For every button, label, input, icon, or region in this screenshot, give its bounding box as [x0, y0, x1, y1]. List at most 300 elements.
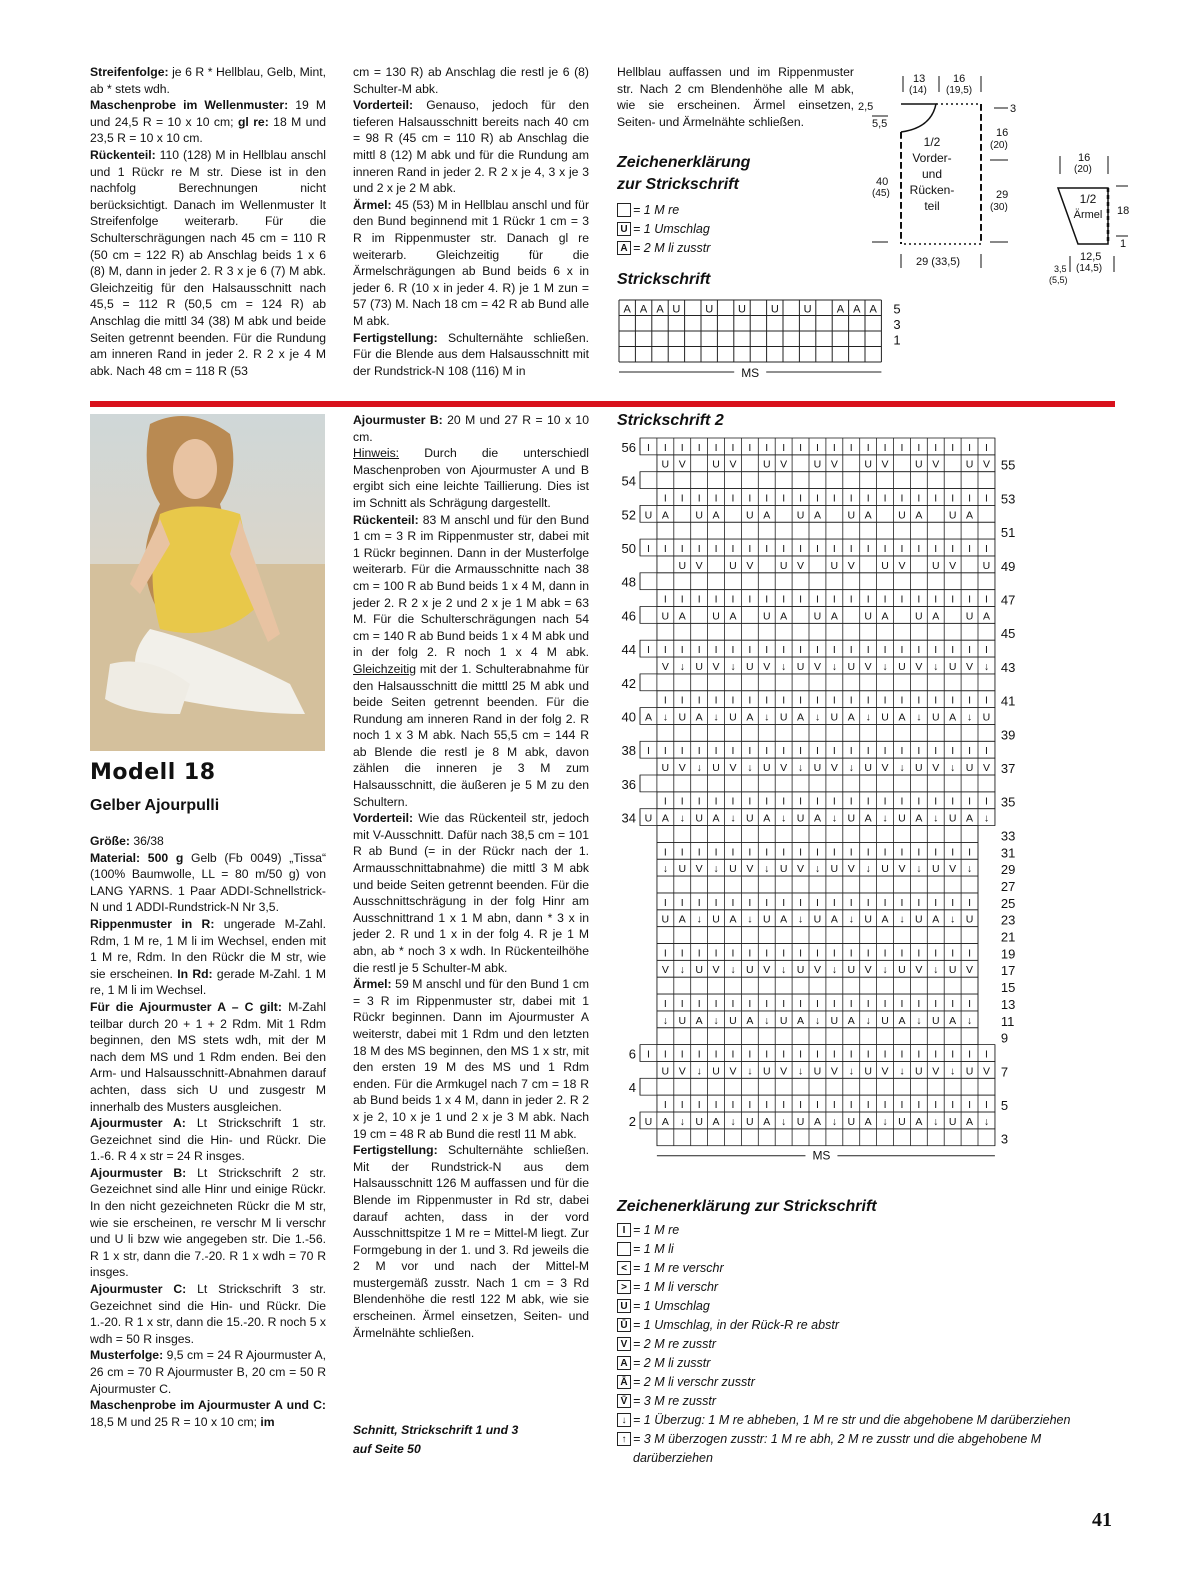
chart2-cell: I	[951, 997, 955, 1010]
chart2-cell: U	[779, 711, 788, 724]
chart2-cell: I	[900, 947, 904, 960]
chart2-cell: I	[866, 745, 870, 758]
chart2-cell: U	[965, 1065, 974, 1078]
chart2-cell: I	[799, 694, 803, 707]
svg-text:Ärmel: Ärmel	[1073, 209, 1103, 221]
chart2-cell: U	[813, 610, 822, 623]
chart2-cell: V	[932, 762, 940, 774]
chart2-cell: U	[712, 1065, 720, 1078]
chart2-cell: ↓	[662, 1014, 668, 1027]
legend-item	[617, 1391, 1117, 1410]
chart2-cell: I	[900, 593, 904, 606]
paragraph: Ärmel: 45 (53) M in Hellblau anschl und für den Bund beginnend mit 1 Rückr 1 cm = 3 R im Rippenmuster str. Danach gl re weiterarb. Gleichzeitig für die Ärmelschrägungen ab Bund beids 6 x in jeder 6. R (10 x in jeder 4. R) je 1 M zun = 57 (73) M. Nach 18 cm = 42 R ab Bund alle M abk.	[353, 197, 589, 328]
chart2-cell: I	[934, 1048, 938, 1061]
chart2-cell: I	[849, 694, 853, 707]
chart2-cell: I	[866, 846, 870, 859]
chart2-cell: U	[847, 812, 856, 825]
chart2-right-label: 51	[1000, 525, 1016, 541]
legend-label: = 2 M re zusstr	[633, 1336, 717, 1351]
svg-text:Vorder-: Vorder-	[912, 151, 952, 165]
svg-text:teil: teil	[924, 199, 940, 213]
col3-top-text: Hellblau auffassen und im Rippenmuster str. Nach 2 cm Blendenhöhe alle M abk, wie sie erscheinen. Ärmel einsetzen, Seiten- und Ärmelnähte schließen.	[617, 65, 854, 129]
chart2-cell: V	[898, 863, 906, 876]
chart2-cell: U	[948, 812, 957, 825]
chart2-cell: U	[644, 812, 653, 825]
chart2-cell: V	[881, 458, 889, 471]
chart2-cell: ↓	[882, 1115, 888, 1128]
chart2-cell: I	[697, 947, 701, 960]
chart2-cell: I	[934, 795, 938, 808]
chart2-cell: I	[866, 492, 870, 505]
chart2-cell: I	[832, 1048, 836, 1061]
chart2-cell: V	[729, 458, 737, 471]
chart2-cell: I	[815, 745, 819, 758]
chart2-cell: I	[883, 795, 887, 808]
chart2-cell: I	[663, 1048, 667, 1061]
chart2-cell: I	[968, 694, 972, 707]
chart2-cell: I	[646, 644, 650, 657]
chart2-cell: U	[729, 1014, 737, 1027]
chart2-cell: U	[661, 458, 670, 471]
chart2-cell: ↓	[696, 1065, 702, 1078]
chart2-cell: U	[746, 964, 754, 977]
chart2-cell: I	[782, 1048, 786, 1061]
chart2-cell: ↓	[831, 812, 837, 825]
chart2-cell: I	[765, 1048, 769, 1061]
chart2-cell: I	[782, 694, 786, 707]
chart2-cell: ↓	[916, 863, 922, 876]
chart2-cell: I	[832, 896, 836, 909]
chart2-cell: I	[832, 542, 836, 555]
chart2-cell: U	[813, 458, 822, 471]
chart2-cell: V	[661, 964, 669, 977]
chart2-cell: U	[746, 660, 754, 673]
chart2-cell: I	[883, 694, 887, 707]
chart1-row-label: 1	[893, 332, 901, 348]
legend-label: = 1 Umschlag, in der Rück-R re abstr	[633, 1317, 839, 1332]
chart2-cell: U	[864, 913, 872, 926]
chart2-cell: I	[748, 644, 752, 657]
chart2-cell: I	[663, 947, 667, 960]
chart2-cell: V	[898, 559, 906, 572]
chart2-cell: I	[866, 1099, 870, 1111]
chart2-cell: I	[951, 644, 955, 657]
chart2-cell: I	[680, 947, 684, 960]
chart2-cell: A	[898, 711, 906, 724]
chart2-cell: I	[984, 1048, 988, 1061]
chart2-cell: I	[984, 492, 988, 505]
col2-footer-line-1: Schnitt, Strickschrift 1 und 3	[353, 1423, 519, 1437]
chart2-cell: I	[714, 846, 718, 859]
chart2-cell: ↓	[933, 812, 939, 825]
chart2-right-label: 17	[1000, 963, 1016, 979]
chart2-cell: ↓	[831, 660, 837, 673]
chart2-cell: A	[746, 1014, 754, 1027]
paragraph: Vorderteil: Genauso, jedoch für den tieferen Halsausschnitt bereits nach 40 cm = 98 R (45 cm = 110 R) ab Anschlag die mittl 8 (12) M abk und für die Rundung am inneren Rand in jeder 2. R 2 x je 4, 3 x je 3 und 2 x je 2 M abk.	[353, 98, 589, 196]
svg-text:5,5: 5,5	[872, 118, 888, 130]
chart2-cell: I	[714, 795, 718, 808]
chart2-cell: U	[898, 964, 906, 977]
legend-item	[617, 200, 750, 219]
chart2-cell: U	[746, 1115, 754, 1128]
legend-small-title-1: Zeichenerklärung	[617, 154, 751, 171]
chart2-cell: I	[799, 542, 803, 555]
chart2-cell: I	[883, 896, 887, 909]
chart2-cell: I	[832, 694, 836, 707]
legend-item	[617, 219, 750, 238]
chart2-cell: V	[966, 660, 974, 673]
chart2-cell: I	[731, 644, 735, 657]
chart2-cell: ↓	[814, 1014, 821, 1027]
chart2-cell: I	[663, 441, 667, 454]
paragraph: Rückenteil: 110 (128) M in Hellblau anschl und 1 Rückr re M str. Diese ist in den nachfolg Berechnungen nicht berücksichtigt. Danach im Wellenmuster lt Streifenfolge weiterarb. Für die Schulterschrägungen nach 45 cm = 110 R (50 cm = 122 R) ab Anschlag beids 1 x 6 (8) M, dann in jeder 2. R 3 x je 6 (7) M abk. Gleichzeitig für den Halsausschnitt nach 45,5 = 112 R (50,5 cm = 124 R) ab Anschlag die mittl 34 (38) M abk und beide Seiten getrennt beenden. Für die Rundung am inneren Rand in jeder 2. R 2 x je 4 M abk. Nach 48 cm = 118 R (53	[90, 147, 326, 378]
chart2-cell: ↓	[764, 863, 770, 876]
chart2-cell: I	[934, 542, 938, 555]
chart2-cell: I	[697, 593, 701, 606]
chart2-cell: ↓	[966, 863, 973, 876]
chart2-cell: U	[712, 762, 720, 774]
chart2-cell: I	[917, 947, 921, 960]
chart2-cell: V	[678, 1065, 686, 1078]
chart2-cell: U	[644, 1115, 653, 1128]
paragraph: Ajourmuster B: 20 M und 27 R = 10 x 10 cm.	[353, 413, 589, 444]
chart2-cell: I	[917, 644, 921, 657]
chart2-cell: U	[965, 458, 974, 471]
chart2-cell: I	[799, 492, 803, 505]
chart1-row-label: 5	[893, 301, 901, 317]
chart2-cell: A	[797, 1014, 805, 1027]
chart1-cell: U	[705, 303, 714, 316]
chart2-cell: V	[982, 458, 990, 471]
chart2-cell: I	[984, 795, 988, 808]
chart2-cell: ↓	[730, 812, 736, 825]
chart2-cell: I	[883, 846, 887, 859]
chart2-cell: I	[697, 1048, 701, 1061]
paragraph: Material: 500 g Gelb (Fb 0049) „Tissa“ (100% Baumwolle, LL = 80 m/50 g) von LANG YARNS. 1 Paar ADDI-Schnellstrick-N und 1 ADDI-Rundstrick-N Nr 3,5.	[90, 850, 327, 915]
chart2-cell: I	[765, 795, 769, 808]
chart2-cell: A	[813, 812, 821, 825]
chart2-cell: A	[780, 610, 788, 623]
chart2-cell: A	[661, 509, 669, 522]
chart2-cell: I	[917, 441, 921, 454]
chart2-cell: A	[830, 913, 838, 926]
chart2-cell: I	[731, 492, 735, 505]
chart2-cell: I	[866, 542, 870, 555]
svg-text:29 (33,5): 29 (33,5)	[916, 256, 961, 268]
chart2-cell: U	[796, 812, 805, 825]
chart2-cell: V	[729, 762, 737, 774]
chart2-cell: A	[661, 812, 669, 825]
paragraph: Hinweis: Durch die unterschiedl Maschenproben von Ajourmuster A und B ergibt sich eine leichte Taillierung. Dies ist im Schnitt als Schrägung dargestellt.	[353, 446, 589, 510]
svg-text:13: 13	[913, 73, 926, 85]
chart2-cell: V	[780, 1065, 788, 1078]
chart2-cell: I	[917, 846, 921, 859]
chart2-cell: U	[898, 509, 906, 522]
chart2-cell: I	[748, 694, 752, 707]
chart2-cell: U	[695, 660, 703, 673]
chart2-left-label: 6	[628, 1046, 636, 1062]
chart2-cell: V	[813, 964, 821, 977]
chart2-cell: U	[864, 762, 872, 774]
chart2-cell: U	[661, 913, 670, 926]
chart2-cell: I	[900, 1099, 904, 1111]
section-divider	[90, 401, 1115, 407]
chart2-cell: I	[968, 441, 972, 454]
chart2-right-label: 9	[1000, 1030, 1009, 1046]
chart2-cell: I	[832, 593, 836, 606]
chart2-cell: U	[881, 711, 889, 724]
legend-label: = 1 Überzug: 1 M re abheben, 1 M re str und die abgehobene M darüberziehen	[633, 1412, 1071, 1427]
chart2-cell: I	[815, 492, 819, 505]
chart2-right-label: 35	[1000, 794, 1016, 810]
legend-symbol	[617, 203, 631, 217]
chart2-cell: I	[663, 896, 667, 909]
legend-label: = 1 M re	[633, 202, 680, 217]
chart2-cell: I	[799, 997, 803, 1010]
chart2-cell: V	[982, 762, 990, 774]
chart2-cell: I	[765, 542, 769, 555]
chart2-cell: I	[748, 947, 752, 960]
chart2-cell: A	[949, 1014, 957, 1027]
chart2-cell: I	[900, 694, 904, 707]
chart2-cell: I	[680, 997, 684, 1010]
paragraph: Ajourmuster C: Lt Strickschrift 3 str. Gezeichnet sind die Hin- und Rückr. Die 1.-20. R 1 x str, dann die 15.-20. R noch 5 x wdh = 50 R insges.	[90, 1282, 326, 1346]
chart1-title: Strickschrift	[617, 271, 711, 288]
chart2-cell: I	[697, 795, 701, 808]
chart2-cell: I	[832, 441, 836, 454]
chart2-cell: U	[915, 1065, 923, 1078]
legend-label: = 1 M li verschr	[633, 1279, 719, 1294]
chart2-cell: I	[917, 1099, 921, 1111]
chart2-cell: I	[815, 1048, 819, 1061]
chart2-cell: I	[799, 947, 803, 960]
svg-text:(45): (45)	[872, 188, 890, 199]
chart2-cell: ↓	[848, 1065, 854, 1078]
paragraph: Fertigstellung: Schulternähte schließen. Für die Blende aus dem Halsausschnitt mit der Rundstrick-N 108 (116) M in	[353, 330, 589, 378]
chart2-cell: I	[866, 795, 870, 808]
chart2-cell: U	[678, 863, 687, 876]
chart2-cell: A	[847, 1014, 855, 1027]
chart2-cell: ↓	[662, 711, 668, 724]
chart2-cell: U	[661, 762, 670, 774]
chart2-right-label: 43	[1000, 659, 1016, 675]
chart2-cell: I	[849, 644, 853, 657]
chart2-cell: I	[934, 947, 938, 960]
chart2-cell: I	[883, 441, 887, 454]
svg-text:und: und	[921, 167, 943, 181]
chart2-cell: I	[697, 441, 701, 454]
chart1-cell: A	[836, 303, 845, 316]
chart2-cell: I	[799, 745, 803, 758]
chart2-cell: I	[951, 1048, 955, 1061]
chart2-cell: I	[646, 542, 650, 555]
chart2-left-label: 52	[621, 507, 636, 523]
chart2-cell: U	[695, 812, 703, 825]
chart2-cell: I	[663, 745, 667, 758]
chart2-cell: I	[714, 644, 718, 657]
chart2-cell: I	[680, 896, 684, 909]
chart2-cell: A	[932, 913, 940, 926]
chart2-cell: V	[695, 863, 703, 876]
svg-text:(20): (20)	[990, 140, 1008, 151]
chart2-cell: U	[695, 964, 703, 977]
chart2-cell: U	[915, 913, 923, 926]
chart2-cell: I	[646, 745, 650, 758]
chart2-right-label: 45	[1000, 626, 1016, 642]
chart2-cell: V	[678, 762, 686, 774]
chart2-cell: I	[832, 997, 836, 1010]
chart2-cell: V	[712, 964, 720, 977]
chart2-cell: I	[748, 542, 752, 555]
chart2-cell: I	[663, 1099, 667, 1111]
chart2-cell: ↓	[730, 1115, 736, 1128]
chart2-cell: I	[832, 795, 836, 808]
chart2-cell: A	[712, 1115, 720, 1128]
chart2-cell: I	[951, 542, 955, 555]
chart2-cell: I	[900, 441, 904, 454]
chart2-cell: I	[883, 947, 887, 960]
chart2-cell: I	[782, 997, 786, 1010]
chart2-cell: I	[731, 745, 735, 758]
chart2-cell: I	[984, 441, 988, 454]
chart2-cell: I	[968, 896, 972, 909]
legend-small-title-2: zur Strickschrift	[617, 176, 739, 193]
chart2-cell: I	[748, 1048, 752, 1061]
chart2-cell: A	[915, 812, 923, 825]
chart2-left-label: 38	[621, 743, 636, 759]
chart2-right-label: 29	[1000, 862, 1016, 878]
chart2-cell: I	[731, 846, 735, 859]
chart2-cell: I	[934, 896, 938, 909]
chart2-cell: U	[729, 559, 737, 572]
col2-bottom-text	[353, 412, 589, 1341]
legend-symbol	[617, 1242, 631, 1256]
chart2-cell: A	[966, 509, 974, 522]
chart2-right-label: 23	[1000, 912, 1016, 928]
chart1-grid	[617, 298, 947, 378]
chart2-cell: A	[695, 1014, 703, 1027]
chart2-left-label: 50	[621, 540, 636, 556]
chart2-cell: ↓	[865, 863, 871, 876]
chart2-cell: U	[847, 1115, 856, 1128]
chart2-cell: I	[731, 441, 735, 454]
chart2-cell: U	[796, 509, 805, 522]
chart2-cell: I	[832, 846, 836, 859]
col1-bottom-text	[90, 833, 326, 1430]
chart2-cell: I	[815, 947, 819, 960]
chart2-cell: I	[984, 745, 988, 758]
chart2-cell: I	[697, 997, 701, 1010]
chart2-cell: I	[968, 997, 972, 1010]
chart2-cell: U	[762, 610, 771, 623]
chart2-cell: I	[765, 492, 769, 505]
chart2-cell: ↓	[933, 964, 939, 977]
chart2-cell: I	[883, 492, 887, 505]
chart2-cell: I	[866, 947, 870, 960]
chart2-cell: V	[915, 660, 923, 673]
chart2-cell: ↓	[679, 964, 685, 977]
chart2-right-label: 55	[1000, 457, 1016, 473]
chart2-cell: U	[881, 1014, 889, 1027]
chart2-cell: ↓	[797, 913, 804, 926]
chart2-cell: I	[782, 795, 786, 808]
chart2-cell: I	[815, 795, 819, 808]
legend-label: = 1 M re	[633, 1222, 680, 1237]
chart2-cell: A	[661, 1115, 669, 1128]
chart2-cell: I	[765, 997, 769, 1010]
chart2-cell: U	[644, 509, 653, 522]
chart2-cell: I	[951, 1099, 955, 1111]
paragraph: Rückenteil: 83 M anschl und für den Bund 1 cm = 3 R im Rippenmuster str, dabei mit 1 Rückr beginnen. Dann in der Musterfolge weiterarb. Für die Armausschnitte nach 38 cm = 100 R ab Bund beids 1 x 4 M, dann in jeder 2. R 2 x je 2 und 2 x je 1 M abk = 63 M. Für die Schulterschrägungen nach 54 cm = 140 R ab Bund beids 1 x 4 M abk und in der folg 2. R noch 1 x 4 M abk. Gleichzeitig mit der 1. Schulterabnahme für den Halsausschnitt die mitttl 25 M abk und beide Seiten getrennt beenden. Für die Rundung am inneren Rand in der folg 2. R noch 1 x 3 M abk. Nach 55,5 cm = 144 R ab Blende die restl je 8 M abk, davon zählen die inneren je 3 M zum Halsausschnitt, die äußeren je 5 M zu den Schultern.	[353, 512, 589, 809]
chart2-cell: V	[746, 559, 754, 572]
chart2-cell: A	[763, 812, 771, 825]
chart2-cell: V	[830, 1065, 838, 1078]
legend-item	[617, 1258, 1117, 1277]
chart2-cell: I	[849, 492, 853, 505]
chart2-cell: I	[782, 644, 786, 657]
svg-text:(14): (14)	[909, 85, 927, 96]
chart2-cell: U	[881, 559, 889, 572]
chart2-cell: U	[695, 1115, 703, 1128]
chart2-cell: A	[949, 711, 957, 724]
chart2-cell: I	[984, 694, 988, 707]
chart2-cell: I	[765, 846, 769, 859]
paragraph: Ärmel: 59 M anschl und für den Bund 1 cm = 3 R im Rippenmuster str, dabei mit 1 Rückr beginnen. Dann im Ajourmuster A weiterstr, dabei mit 1 Rdm und den letzten 18 M des MS beginnen, den MS 1 x str, mit den ersten 19 M des MS und 1 Rdm enden. Für die Armkugel nach 7 cm = 18 R ab Bund beids 1 x 4 M, dann in jeder 2. R 2 x je 2, 10 x je 1 und 2 x je 3 M abk. Nach 19 cm = 48 R ab Bund die restl 11 M abk.	[353, 977, 589, 1141]
legend-item	[617, 1353, 1117, 1372]
chart2-left-label: 2	[628, 1113, 636, 1129]
chart1-cell: U	[770, 303, 779, 316]
chart2-cell: ↓	[848, 913, 854, 926]
chart2-cell: U	[762, 913, 771, 926]
chart2-cell: I	[714, 542, 718, 555]
chart2-cell: A	[746, 711, 754, 724]
chart2-cell: I	[866, 441, 870, 454]
legend-symbol: U	[617, 1299, 631, 1313]
chart2-cell: U	[712, 610, 720, 623]
svg-text:40: 40	[876, 176, 889, 188]
chart2-cell: I	[714, 694, 718, 707]
chart2-cell: I	[765, 593, 769, 606]
chart2-cell: A	[813, 509, 821, 522]
chart2-cell: A	[898, 1014, 906, 1027]
chart2-cell: ↓	[713, 863, 719, 876]
legend-label: = 1 M re verschr	[633, 1260, 724, 1275]
chart2-right-label: 5	[1000, 1098, 1009, 1113]
chart2-cell: V	[915, 964, 923, 977]
chart2-cell: I	[849, 1048, 853, 1061]
chart2-cell: I	[849, 542, 853, 555]
chart2-cell: I	[782, 896, 786, 909]
chart2-cell: U	[729, 711, 737, 724]
chart2-cell: U	[965, 610, 974, 623]
chart2-cell: V	[813, 660, 821, 673]
chart2-cell: U	[965, 762, 974, 774]
chart2-cell: V	[746, 863, 754, 876]
legend-item	[617, 1410, 1117, 1429]
chart2-cell: I	[663, 593, 667, 606]
chart1-cell: A	[639, 303, 648, 316]
chart2-cell: I	[951, 492, 955, 505]
chart2-cell: I	[917, 694, 921, 707]
chart2-cell: I	[748, 846, 752, 859]
chart2-cell: I	[951, 593, 955, 606]
chart2-cell: V	[695, 559, 703, 572]
chart2-cell: ↓	[831, 964, 837, 977]
chart2-cell: V	[881, 762, 889, 774]
chart2-cell: I	[815, 997, 819, 1010]
chart2-cell: I	[714, 896, 718, 909]
chart2-cell: I	[968, 542, 972, 555]
